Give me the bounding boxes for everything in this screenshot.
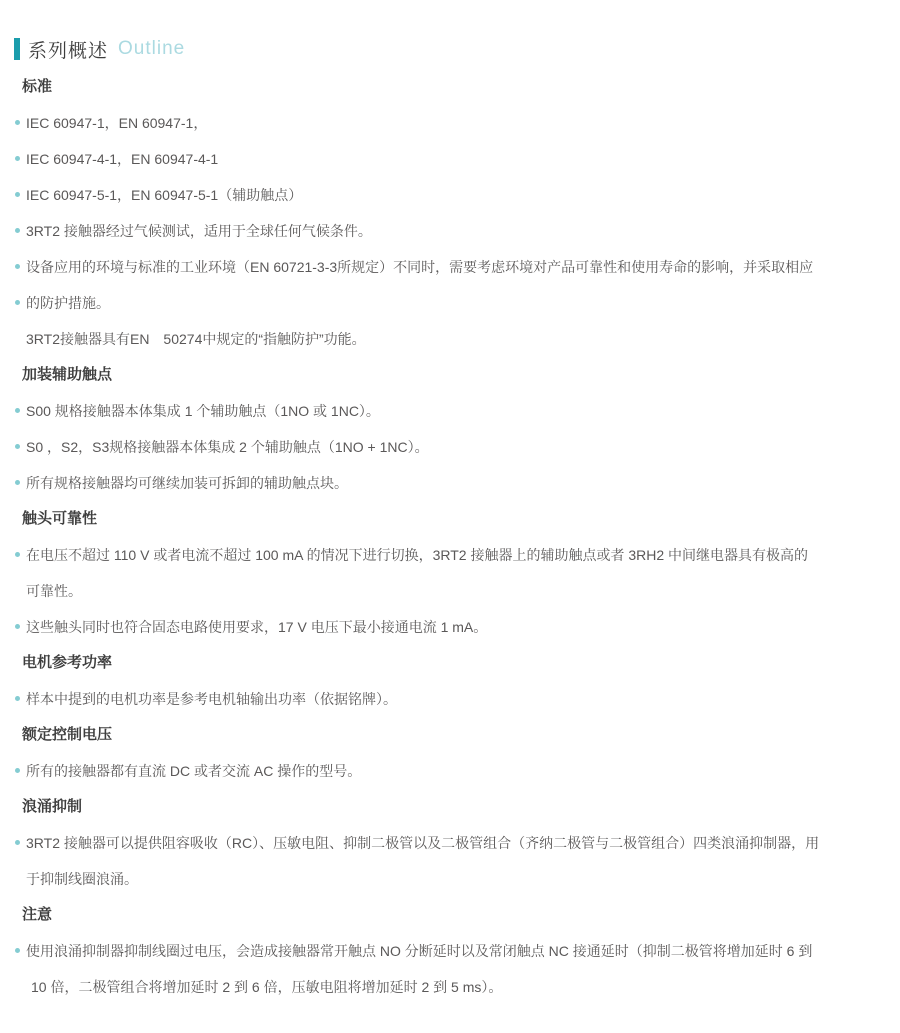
page-title: [14, 36, 872, 62]
sections-container: [14, 69, 872, 1005]
continuation-line: [14, 573, 872, 609]
line-text: S0 ，S2，S3规格接触器本体集成 2 个辅助触点（1NO + 1NC）。: [26, 439, 429, 455]
bullet-icon: [15, 444, 20, 449]
bullet-line: [14, 213, 872, 249]
line-text: 的防护措施。: [26, 295, 110, 311]
section-heading: 额定控制电压: [22, 726, 113, 743]
line-text: IEC 60947-1，EN 60947-1，: [26, 115, 208, 131]
bullet-icon: [15, 552, 20, 557]
line-text: 这些触头同时也符合固态电路使用要求，17 V 电压下最小接通电流 1 mA。: [26, 619, 488, 635]
bullet-line: [14, 609, 872, 645]
bullet-icon: [15, 408, 20, 413]
line-text: 样本中提到的电机功率是参考电机轴输出功率（依据铭牌）。: [26, 691, 397, 707]
continuation-line: [14, 861, 872, 897]
line-text: 所有的接触器都有直流 DC 或者交流 AC 操作的型号。: [26, 763, 362, 779]
section-heading: 触头可靠性: [22, 510, 98, 527]
line-text: S00 规格接触器本体集成 1 个辅助触点（1NO 或 1NC）。: [26, 403, 380, 419]
bullet-line: [14, 285, 872, 321]
bullet-icon: [15, 300, 20, 305]
line-text: IEC 60947-4-1，EN 60947-4-1: [26, 151, 219, 167]
section-heading: 加装辅助触点: [22, 366, 113, 383]
line-text: 3RT2 接触器可以提供阻容吸收（RC）、压敏电阻、抑制二极管以及二极管组合（齐纳二极管与二极管组合）四类浪涌抑制器，用: [26, 835, 820, 851]
bullet-icon: [15, 228, 20, 233]
bullet-icon: [15, 120, 20, 125]
continuation-line: [14, 321, 872, 357]
bullet-line: [14, 177, 872, 213]
line-text: 10 倍，二极管组合将增加延时 2 到 6 倍，压敏电阻将增加延时 2 到 5 ms）。: [31, 979, 503, 995]
section-heading: 电机参考功率: [22, 654, 113, 671]
bullet-line: [14, 825, 872, 861]
line-text: 3RT2接触器具有EN 50274中规定的“指触防护”功能。: [26, 331, 366, 347]
bullet-line: [14, 141, 872, 177]
line-text: 在电压不超过 110 V 或者电流不超过 100 mA 的情况下进行切换，3RT2 接触器上的辅助触点或者 3RH2 中间继电器具有极高的: [26, 547, 809, 563]
bullet-line: [14, 681, 872, 717]
bullet-icon: [15, 624, 20, 629]
bullet-icon: [15, 264, 20, 269]
bullet-icon: [15, 840, 20, 845]
bullet-line: [14, 249, 872, 285]
line-text: 可靠性。: [26, 583, 82, 599]
bullet-icon: [15, 480, 20, 485]
bullet-line: [14, 105, 872, 141]
line-text: 设备应用的环境与标准的工业环境（EN 60721-3-3所规定）不同时，需要考虑环境对产品可靠性和使用寿命的影响，并采取相应: [26, 259, 814, 275]
bullet-line: [14, 537, 872, 573]
bullet-line: [14, 393, 872, 429]
bullet-icon: [15, 696, 20, 701]
bullet-line: [14, 933, 872, 969]
section-heading: 注意: [22, 906, 53, 923]
line-text: 使用浪涌抑制器抑制线圈过电压，会造成接触器常开触点 NO 分断延时以及常闭触点 NC 接通延时（抑制二极管将增加延时 6 到: [26, 943, 813, 959]
bullet-line: [14, 465, 872, 501]
line-text: IEC 60947-5-1，EN 60947-5-1（辅助触点）: [26, 187, 303, 203]
bullet-line: [14, 753, 872, 789]
bullet-icon: [15, 156, 20, 161]
line-text: 3RT2 接触器经过气候测试，适用于全球任何气候条件。: [26, 223, 372, 239]
bullet-line: [14, 429, 872, 465]
bullet-icon: [15, 768, 20, 773]
line-text: 所有规格接触器均可继续加装可拆卸的辅助触点块。: [26, 475, 348, 491]
page-title-chinese: 系列概述: [28, 40, 109, 62]
line-text: 于抑制线圈浪涌。: [26, 871, 138, 887]
section-heading: 标准: [22, 78, 53, 95]
section-heading: 浪涌抑制: [22, 798, 83, 815]
continuation-line: [14, 969, 872, 1005]
bullet-icon: [15, 948, 20, 953]
title-accent-bar: [14, 38, 20, 60]
bullet-icon: [15, 192, 20, 197]
page-title-english: Outline: [118, 38, 186, 59]
